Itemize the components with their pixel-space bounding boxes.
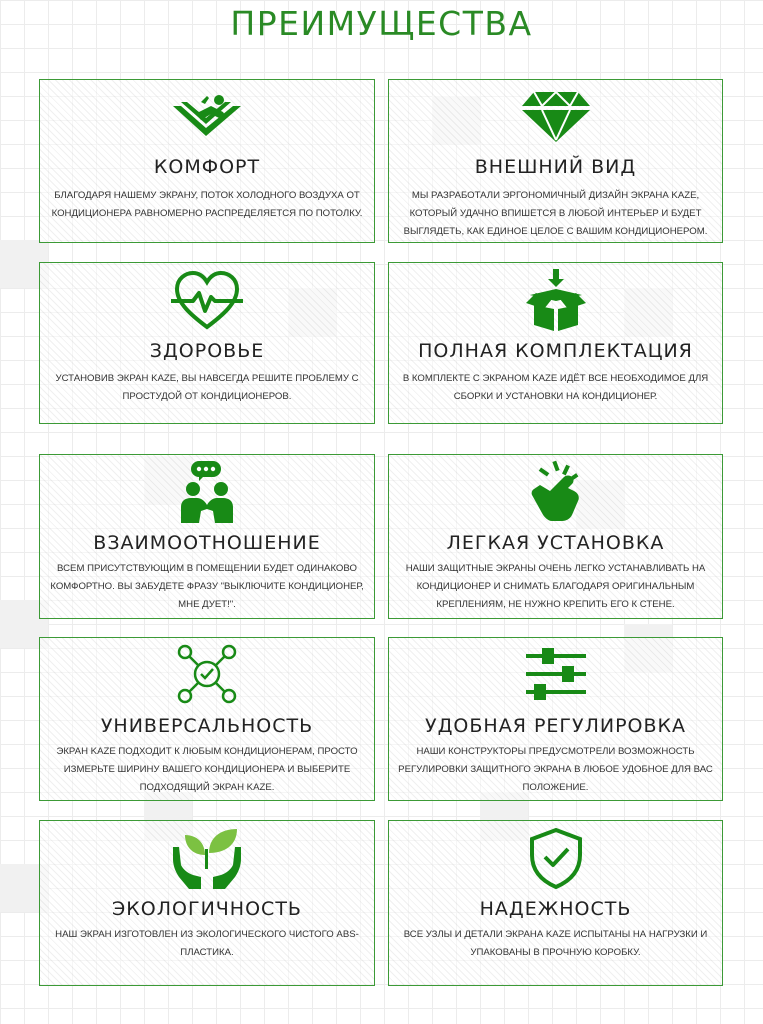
people-chat-icon [179, 459, 235, 523]
tap-hand-icon [528, 459, 584, 523]
card-universal [39, 637, 375, 801]
card-relationship [39, 454, 375, 619]
card-title: КОМФОРТ [153, 156, 261, 178]
card-ecology [39, 820, 375, 986]
card-title: ЭКОЛОГИЧНОСТЬ [112, 898, 302, 920]
card-description: ЭКРАН KAZE ПОДХОДИТ К ЛЮБЫМ КОНДИЦИОНЕРАМ, ПРОСТО ИЗМЕРЬТЕ ШИРИНУ ВАШЕГО КОНДИЦИОНЕРА И ВЫБЕРИТЕ ПОДХОДЯЩИЙ ЭКРАН KAZE. [56, 746, 358, 793]
card-title: ВЗАИМООТНОШЕНИЕ [93, 532, 321, 554]
card-title: УНИВЕРСАЛЬНОСТЬ [100, 715, 314, 737]
page-title: ПРЕИМУЩЕСТВА [230, 4, 533, 43]
hands-leaves-icon [171, 825, 243, 889]
card-description: НАШИ КОНСТРУКТОРЫ ПРЕДУСМОТРЕЛИ ВОЗМОЖНОСТЬ РЕГУЛИРОВКИ ЗАЩИТНОГО ЭКРАНА В ЛЮБОЕ УДОБНОЕ ДЛЯ ВАС ПОЛОЖЕНИЕ. [398, 746, 713, 793]
card-full-set [388, 262, 723, 424]
card-reliability [388, 820, 723, 986]
card-title: ВНЕШНИЙ ВИД [474, 156, 637, 178]
card-description: БЛАГОДАРЯ НАШЕМУ ЭКРАНУ, ПОТОК ХОЛОДНОГО ВОЗДУХА ОТ КОНДИЦИОНЕРА РАВНОМЕРНО РАСПРЕДЕЛЯЕТСЯ ПО ПОТОЛКУ. [51, 190, 363, 219]
diamond-icon [520, 90, 592, 142]
card-title: УДОБНАЯ РЕГУЛИРОВКА [425, 715, 686, 737]
card-adjustment [388, 637, 723, 801]
card-description: В КОМПЛЕКТЕ С ЭКРАНОМ KAZE ИДЁТ ВСЕ НЕОБХОДИМОЕ ДЛЯ СБОРКИ И УСТАНОВКИ НА КОНДИЦИОНЕР. [402, 373, 709, 402]
card-description: УСТАНОВИВ ЭКРАН KAZE, ВЫ НАВСЕГДА РЕШИТЕ ПРОБЛЕМУ С ПРОСТУДОЙ ОТ КОНДИЦИОНЕРОВ. [55, 373, 359, 402]
card-description: НАШ ЭКРАН ИЗГОТОВЛЕН ИЗ ЭКОЛОГИЧЕСКОГО ЧИСТОГО ABS-ПЛАСТИКА. [55, 929, 359, 958]
relaxing-person-icon [171, 92, 243, 138]
open-box-icon [524, 267, 588, 331]
card-title: ПОЛНАЯ КОМПЛЕКТАЦИЯ [418, 340, 693, 362]
card-appearance [388, 79, 723, 243]
card-description: ВСЕ УЗЛЫ И ДЕТАЛИ ЭКРАНА KAZE ИСПЫТАНЫ НА НАГРУЗКИ И УПАКОВАНЫ В ПРОЧНУЮ КОРОБКУ. [403, 929, 708, 958]
card-easy-install [388, 454, 723, 619]
network-check-icon [177, 644, 237, 704]
card-health [39, 262, 375, 424]
card-description: МЫ РАЗРАБОТАЛИ ЭРГОНОМИЧНЫЙ ДИЗАЙН ЭКРАНА KAZE, КОТОРЫЙ УДАЧНО ВПИШЕТСЯ В ЛЮБОЙ ИНТЕРЬЕР И БУДЕТ ВЫГЛЯДЕТЬ, КАК ЕДИНОЕ ЦЕЛОЕ С ВАШИМ КОНДИЦИОНЕРОМ. [403, 190, 708, 237]
card-title: ЗДОРОВЬЕ [149, 340, 265, 362]
card-title: НАДЕЖНОСТЬ [479, 898, 632, 920]
card-comfort [39, 79, 375, 243]
heart-pulse-icon [171, 271, 243, 333]
card-description: ВСЕМ ПРИСУТСТВУЮЩИМ В ПОМЕЩЕНИИ БУДЕТ ОДИНАКОВО КОМФОРТНО. ВЫ ЗАБУДЕТЕ ФРАЗУ "ВЫКЛЮЧИТЕ КОНДИЦИОНЕР, МНЕ ДУЕТ!". [50, 563, 364, 610]
sliders-icon [524, 646, 588, 702]
card-title: ЛЕГКАЯ УСТАНОВКА [446, 532, 665, 554]
shield-check-icon [528, 827, 584, 889]
card-description: НАШИ ЗАЩИТНЫЕ ЭКРАНЫ ОЧЕНЬ ЛЕГКО УСТАНАВЛИВАТЬ НА КОНДИЦИОНЕР И СНИМАТЬ БЛАГОДАРЯ ОРИГИНАЛЬНЫМ КРЕПЛЕНИЯМ, НЕ НУЖНО КРЕПИТЬ ЕГО К СТЕНЕ. [405, 563, 706, 610]
